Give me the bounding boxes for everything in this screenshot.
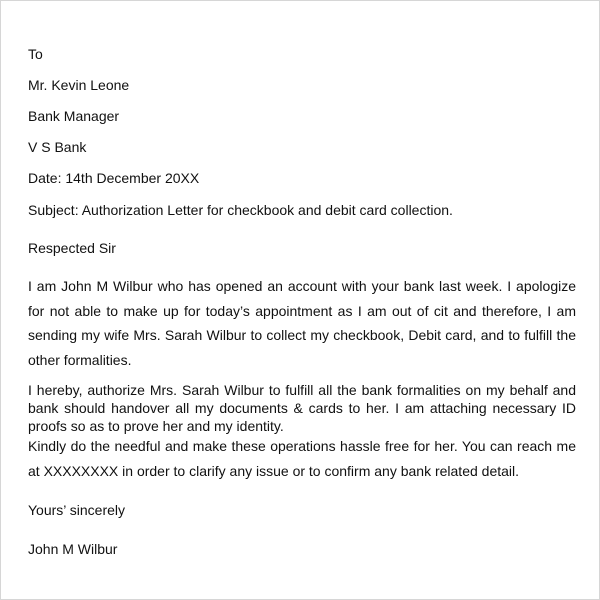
subject-line: Subject: Authorization Letter for checkbook and debit card collection. [28,202,453,218]
salutation: Respected Sir [28,240,116,256]
date-line: Date: 14th December 20XX [28,170,200,186]
paragraph-1: I am John M Wilbur who has opened an account with your bank last week. I apologize for not able to make up for today’s appointment as I am out of cit and therefore, I am sending my wife Mrs. Sarah Wilbur to collect my checkbook, Debit card, and to fulfill the other formalities. [28,278,576,368]
recipient-title: Bank Manager [28,108,120,124]
recipient-name: Mr. Kevin Leone [28,77,130,93]
closing: Yours’ sincerely [28,502,126,518]
paragraph-2: I hereby, authorize Mrs. Sarah Wilbur to fulfill all the bank formalities on my behalf and bank should handover all my documents & cards to her. I am attaching necessary ID proofs so as to prove her and my identity. [28,382,576,434]
paragraph-3: Kindly do the needful and make these operations hassle free for her. You can reach me at XXXXXXXX in order to clarify any issue or to confirm any bank related detail. [28,438,576,479]
bank-name: V S Bank [28,139,87,155]
to-line: To [28,46,43,62]
signature-name: John M Wilbur [28,541,118,557]
